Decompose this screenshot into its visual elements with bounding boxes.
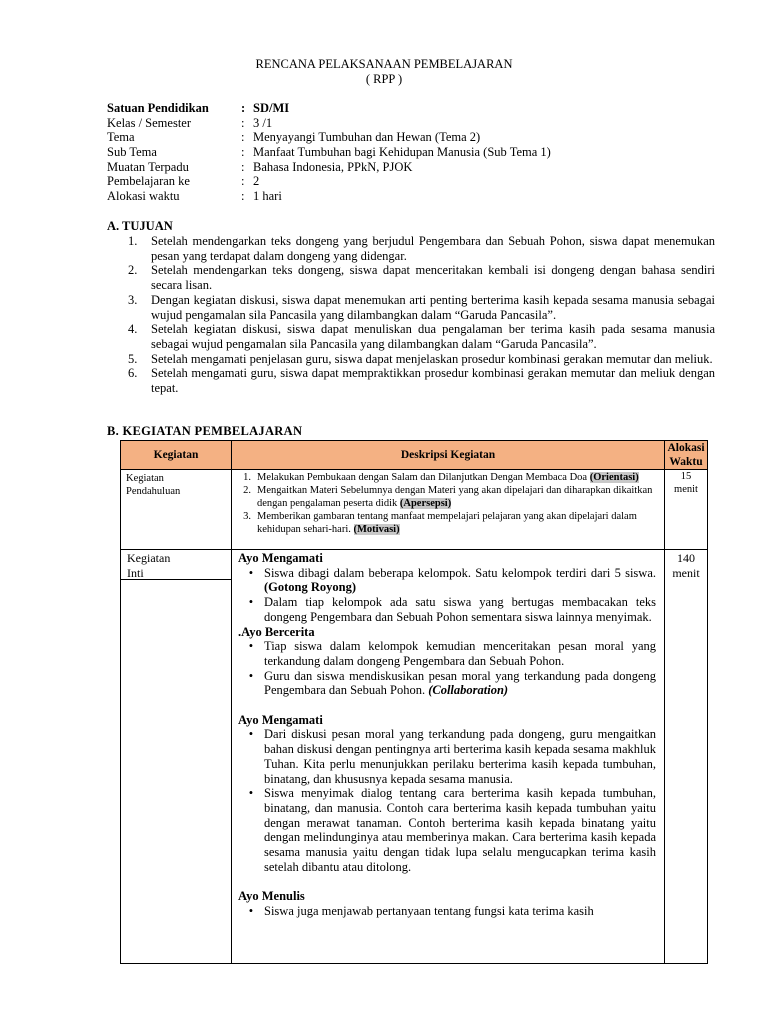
stage-tag: (Orientasi) [589, 472, 639, 483]
list-item: 4. Setelah kegiatan diskusi, siswa dapat menuliskan dua pengalaman ber terima kasih pada sesama manusia sebagai wujud pengamalan sila Pancasila yang dilambangkan dalam “Garuda Pancasila”. [128, 322, 715, 351]
list-item: • Siswa menyimak dialog tentang cara berterima kasih kepada tumbuhan, binatang, dan manusia. Contoh cara berterima kasih kepada tumbuhan yaitu dengan merawat tanaman. Contoh berterima kasih kepada binatang yaitu dengan melindunginya atau memberinya makan. Cara berterima kasih kepada sesama manusia yaitu dengan tidak lupa selalu mengucapkan terima kasih setelah dibantu atau ditolong. [238, 786, 656, 874]
section-heading-kegiatan: B. KEGIATAN PEMBELAJARAN [107, 424, 303, 438]
stage-tag: (Motivasi) [353, 524, 400, 535]
list-item: • Dalam tiap kelompok ada satu siswa yang bertugas membacakan teks dongeng Pengembara dan Sebuah Pohon sementara siswa lainnya menyimak. [238, 595, 656, 624]
section-heading-tujuan: A. TUJUAN [107, 219, 173, 233]
table-row-pendahuluan-description [231, 469, 665, 550]
identity-row: Alokasi waktu : 1 hari [107, 189, 282, 204]
goals-list [128, 234, 715, 396]
bullet-icon: • [248, 565, 254, 580]
list-item: 6. Setelah mengamati guru, siswa dapat mempraktikkan prosedur kombinasi gerakan memutar dan meliuk dengan tepat. [128, 366, 715, 396]
bullet-icon: • [248, 668, 254, 683]
identity-row: Kelas / Semester : 3 /1 [107, 115, 273, 130]
identity-block [107, 101, 707, 204]
list-item: • Tiap siswa dalam kelompok kemudian menceritakan pesan moral yang terkandung dalam dongeng Pengembara dan Sebuah Pohon. [238, 639, 656, 668]
activity-heading: Ayo Menulis [238, 889, 305, 904]
list-item: 5. Setelah mengamati penjelasan guru, siswa dapat menjelaskan prosedur kombinasi gerakan memutar dan meliuk. [128, 351, 713, 366]
list-item: 3. Dengan kegiatan diskusi, siswa dapat menemukan arti penting berterima kasih kepada sesama manusia sebagai wujud pengamalan sila Pancasila yang dilambangkan dalam “Garuda Pancasila”. [128, 292, 715, 322]
list-item: 2. Mengaitkan Materi Sebelumnya dengan Materi yang akan dipelajari dan diharapkan dikaitkan dengan pengalaman peserta didik (Apersepsi) [243, 485, 653, 509]
table-header-kegiatan: Kegiatan [120, 440, 232, 470]
list-item: • Siswa dibagi dalam beberapa kelompok. Satu kelompok terdiri dari 5 siswa. (Gotong Royong) [238, 566, 656, 595]
table-row-pendahuluan-label: Kegiatan Pendahuluan [120, 469, 232, 550]
identity-row: Muatan Terpadu : Bahasa Indonesia, PPkN, PJOK [107, 159, 413, 174]
activity-heading: .Ayo Bercerita [238, 624, 315, 639]
table-header-deskripsi: Deskripsi Kegiatan [231, 440, 665, 470]
table-row-inti-label: Kegiatan Inti [120, 549, 232, 964]
document-subtitle: ( RPP ) [365, 72, 403, 86]
list-item: 1. Melakukan Pembukaan dengan Salam dan Dilanjutkan Dengan Membaca Doa (Orientasi) [243, 472, 639, 483]
table-row-pendahuluan-allocation: 15 menit [664, 469, 708, 550]
bullet-icon: • [248, 903, 254, 918]
bullet-icon: • [248, 639, 254, 654]
list-item: • Siswa juga menjawab pertanyaan tentang fungsi kata terima kasih [238, 904, 656, 919]
activity-heading: Ayo Mengamati [238, 712, 323, 727]
list-item: • Dari diskusi pesan moral yang terkandung pada dongeng, guru mengaitkan bahan diskusi dengan pentingnya arti berterima kasih kepada sesama makhluk Tuhan. Kita perlu menunjukkan perilaku berterima kasih kepada tumbuhan, binatang, dan khususnya kepada sesama manusia. [238, 727, 656, 786]
table-row-inti-description [231, 549, 665, 964]
bullet-icon: • [248, 727, 254, 742]
table-row-inti-allocation: 140 menit [664, 549, 708, 964]
list-item: 3. Memberikan gambaran tentang manfaat mempelajari pelajaran yang akan dipelajari dalam kehidupan sehari-hari. (Motivasi) [243, 511, 637, 535]
list-item: • Guru dan siswa mendiskusikan pesan moral yang terkandung pada dongeng Pengembara dan Sebuah Pohon. (Collaboration) [238, 669, 656, 698]
activity-table [120, 440, 708, 964]
activity-heading: Ayo Mengamati [238, 551, 323, 565]
document-title: RENCANA PELAKSANAAN PEMBELAJARAN [255, 57, 513, 71]
bullet-icon: • [248, 786, 254, 801]
identity-row: Sub Tema : Manfaat Tumbuhan bagi Kehidupan Manusia (Sub Tema 1) [107, 145, 551, 160]
identity-row: Tema : Menyayangi Tumbuhan dan Hewan (Tema 2) [107, 130, 481, 145]
identity-row: Satuan Pendidikan : SD/MI [107, 101, 290, 115]
list-item: 1. Setelah mendengarkan teks dongeng yang berjudul Pengembara dan Sebuah Pohon, siswa dapat menemukan pesan yang terdapat dalam dongeng yang didengar. [128, 234, 715, 263]
identity-row: Pembelajaran ke : 2 [107, 174, 260, 189]
stage-tag: (Apersepsi) [399, 498, 452, 509]
table-header-alokasi: Alokasi Waktu [664, 440, 708, 470]
bullet-icon: • [248, 595, 254, 610]
list-item: 2. Setelah mendengarkan teks dongeng, siswa dapat menceritakan kembali isi dongeng dengan bahasa sendiri secara lisan. [128, 263, 715, 293]
